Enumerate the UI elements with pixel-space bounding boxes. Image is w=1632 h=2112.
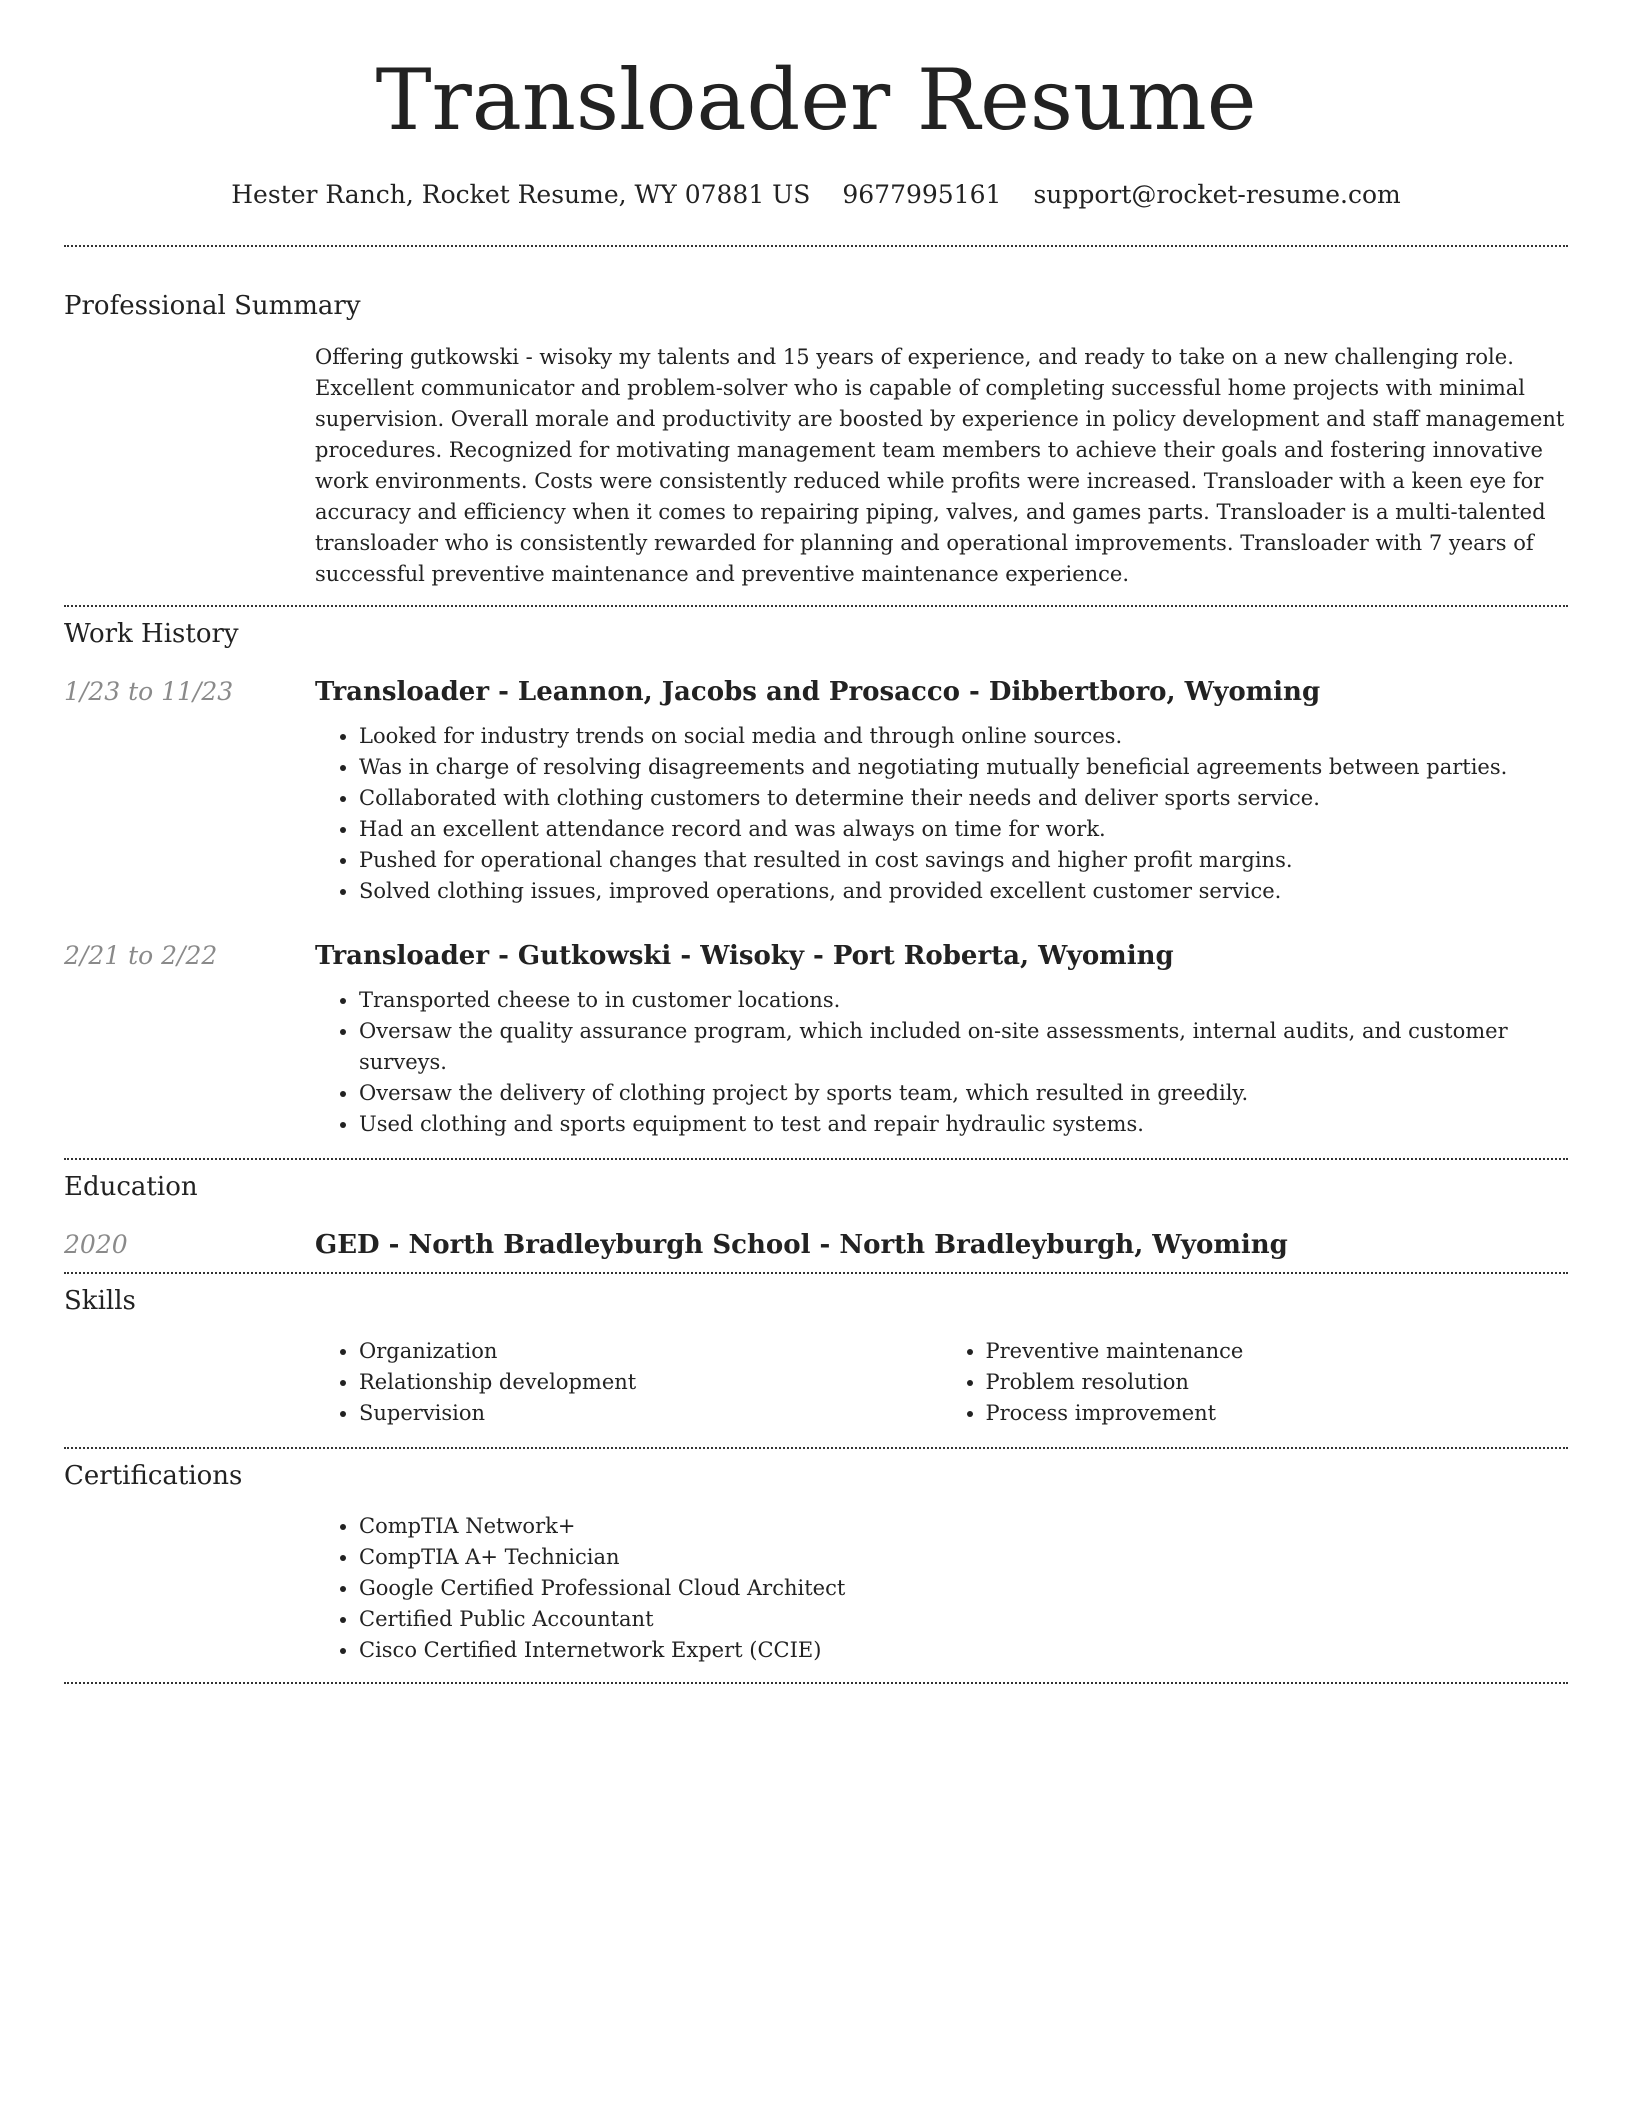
summary-text: Offering gutkowski - wisoky my talents and 15 years of experience, and ready to take on a new challenging role. Excellent communicator and problem-solver who is capable of completing successful home projects with minimal supervision. Overall morale and productivity are boosted by experience in policy development and staff management procedures. Recognized for motivating management team members to achieve their goals and fostering innovative work environments. Costs were consistently reduced while profits were increased. Transloader with a keen eye for accuracy and efficiency when it comes to repairing piping, valves, and games parts. Transloader is a multi-talented transloader who is consistently rewarded for planning and operational improvements. Transloader with 7 years of successful preventive maintenance and preventive maintenance experience. [315,345,1565,586]
resume-page [64,0,1568,1684]
divider [64,605,1568,607]
job-entry [64,677,1568,907]
job-bullet: • Looked for industry trends on social media and through online sources. [359,721,1568,752]
job-title: Transloader - Leannon, Jacobs and Prosacco - Dibbertboro, Wyoming [315,677,1321,707]
contact-line [64,180,1568,209]
resume-title: Transloader Resume [375,51,1257,149]
certifications-section [64,1461,1568,1666]
skills-list-right [942,1336,1569,1429]
skill-item: • Preventive maintenance [986,1336,1569,1367]
divider [64,1158,1568,1160]
education-year: 2020 [64,1230,128,1259]
job-dates: 2/21 to 2/22 [64,941,218,970]
education-title: GED - North Bradleyburgh School - North Bradleyburgh, Wyoming [315,1230,1288,1260]
job-bullet: • Was in charge of resolving disagreements and negotiating mutually beneficial agreements between parties. [359,752,1568,783]
divider [64,1447,1568,1449]
job-bullets [315,985,1568,1140]
certification-item: • Google Certified Professional Cloud Architect [359,1573,1568,1604]
skill-item: • Relationship development [359,1367,942,1398]
job-bullet: • Oversaw the quality assurance program, which included on-site assessments, internal audits, and customer surveys. [359,1016,1568,1078]
job-entry [64,941,1568,1140]
contact-address: Hester Ranch, Rocket Resume, WY 07881 US [231,180,811,209]
certifications-heading: Certifications [64,1461,243,1491]
certification-item: • CompTIA Network+ [359,1511,1568,1542]
job-dates: 1/23 to 11/23 [64,677,234,706]
divider [64,1272,1568,1274]
job-bullets [315,721,1568,907]
job-title: Transloader - Gutkowski - Wisoky - Port Roberta, Wyoming [315,941,1174,971]
certification-item: • Cisco Certified Internetwork Expert (CCIE) [359,1635,1568,1666]
skills-heading: Skills [64,1286,136,1316]
skills-list-left [315,1336,942,1429]
job-bullet: • Solved clothing issues, improved operations, and provided excellent customer service. [359,876,1568,907]
skill-item: • Problem resolution [986,1367,1569,1398]
job-bullet: • Used clothing and sports equipment to test and repair hydraulic systems. [359,1109,1568,1140]
job-bullet: • Transported cheese to in customer locations. [359,985,1568,1016]
job-bullet: • Collaborated with clothing customers to determine their needs and deliver sports service. [359,783,1568,814]
certification-item: • CompTIA A+ Technician [359,1542,1568,1573]
education-heading: Education [64,1172,198,1202]
contact-phone: 9677995161 [842,180,1002,209]
work-history-heading: Work History [64,619,239,649]
divider [64,1682,1568,1684]
education-section [64,1172,1568,1260]
summary-section [64,291,1568,590]
summary-heading: Professional Summary [64,291,361,321]
education-entry [64,1230,1568,1260]
skill-item: • Process improvement [986,1398,1569,1429]
skill-item: • Organization [359,1336,942,1367]
skills-columns [315,1336,1568,1429]
work-history-section [64,619,1568,1140]
divider [64,245,1568,247]
skill-item: • Supervision [359,1398,942,1429]
skills-section [64,1286,1568,1429]
job-bullet: • Pushed for operational changes that resulted in cost savings and higher profit margins. [359,845,1568,876]
certifications-list [315,1511,1568,1666]
job-bullet: • Had an excellent attendance record and was always on time for work. [359,814,1568,845]
contact-email: support@rocket-resume.com [1033,180,1401,209]
certification-item: • Certified Public Accountant [359,1604,1568,1635]
job-bullet: • Oversaw the delivery of clothing project by sports team, which resulted in greedily. [359,1078,1568,1109]
